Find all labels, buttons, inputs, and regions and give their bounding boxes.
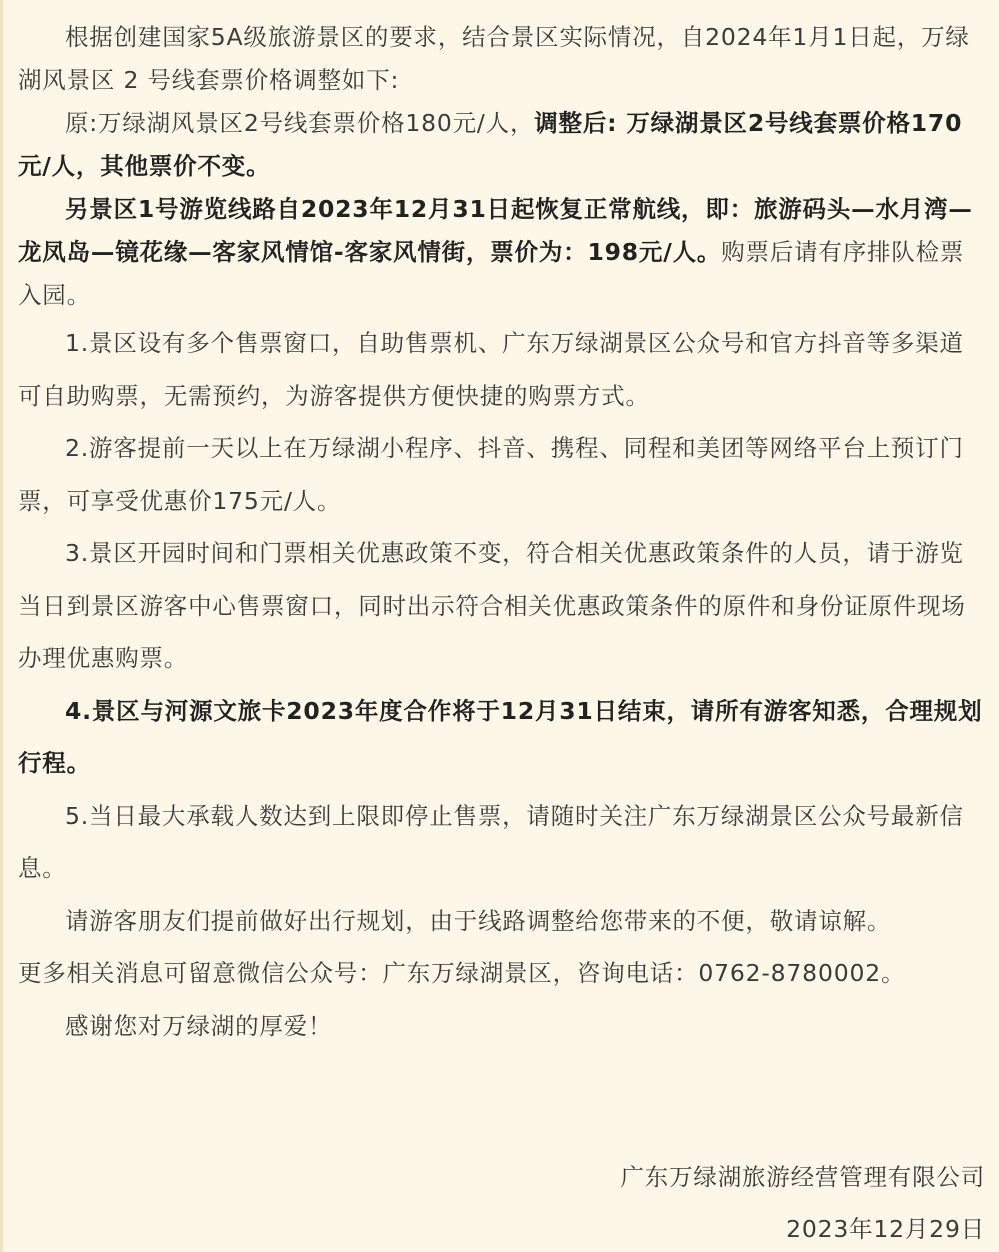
closing-paragraph-2: 更多相关消息可留意微信公众号：广东万绿湖景区，咨询电话：0762-8780002。 (18, 959, 906, 987)
item-5-paragraph: 5.当日最大承载人数达到上限即停止售票，请随时关注广东万绿湖景区公众号最新信息。 (18, 801, 964, 882)
page-border (0, 0, 3, 1252)
route-normal-text: 购票后请有序排队检票入园。 (18, 238, 965, 309)
item-4-paragraph: 4.景区与河源文旅卡2023年度合作将于12月31日结束，请所有游客知悉，合理规划行程。 (18, 696, 983, 777)
thanks-paragraph: 感谢您对万绿湖的厚爱！ (65, 1011, 333, 1040)
price-original-text: 原:万绿湖风景区2号线套票价格180元/人， (65, 109, 535, 137)
closing-paragraph-1: 请游客朋友们提前做好出行规划，由于线路调整给您带来的不便，敬请谅解。 (65, 906, 892, 935)
route-bold-text: 另景区1号游览线路自2023年12月31日起恢复正常航线，即：旅游码头—水月湾—龙凤岛—镜花缘—客家风情馆-客家风情街，票价为：198元/人。 (18, 195, 973, 266)
item-3-paragraph: 3.景区开园时间和门票相关优惠政策不变，符合相关优惠政策条件的人员，请于游览当日到景区游客中心售票窗口，同时出示符合相关优惠政策条件的原件和身份证原件现场办理优惠购票。 (18, 539, 966, 672)
item-2-paragraph: 2.游客提前一天以上在万绿湖小程序、抖音、携程、同程和美团等网络平台上预订门票，可享受优惠价175元/人。 (18, 434, 964, 515)
intro-paragraph: 根据创建国家5A级旅游景区的要求，结合景区实际情况，自2024年1月1日起，万绿湖风景区 2 号线套票价格调整如下: (18, 23, 970, 94)
price-paragraph (18, 102, 986, 188)
signature-company: 广东万绿湖旅游经营管理有限公司 (620, 1163, 985, 1191)
price-adjusted-text: 调整后: 万绿湖景区2号线套票价格170元/人，其他票价不变。 (18, 109, 963, 180)
signature-date: 2023年12月29日 (786, 1215, 985, 1243)
notice-document (18, 16, 986, 1052)
item-1-paragraph: 1.景区设有多个售票窗口，自助售票机、广东万绿湖景区公众号和官方抖音等多渠道可自助购票，无需预约，为游客提供方便快捷的购票方式。 (18, 329, 964, 410)
route-paragraph (18, 188, 986, 317)
